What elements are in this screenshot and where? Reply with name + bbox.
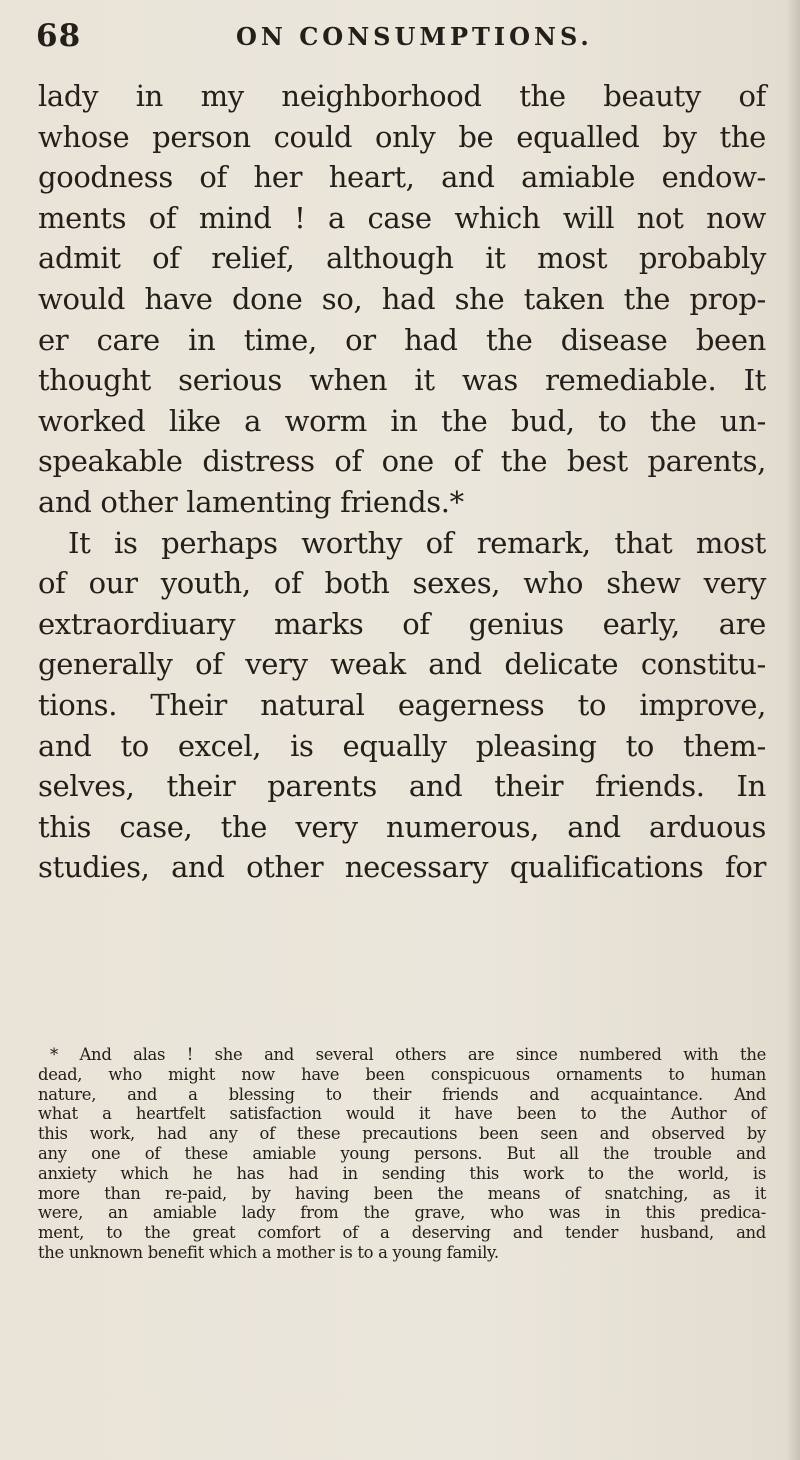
footnote-line: what a heartfelt satisfaction would it have been to the Author of	[38, 1104, 766, 1124]
body-line: and to excel, is equally pleasing to them-	[38, 728, 766, 763]
footnote	[38, 1045, 766, 1263]
body-line: admit of relief, although it most probably	[38, 241, 766, 276]
body-line: goodness of her heart, and amiable endow-	[38, 160, 766, 195]
footnote-line: dead, who might now have been conspicuous ornaments to human	[38, 1064, 766, 1084]
footnote-line: the unknown benefit which a mother is to a young family.	[38, 1242, 499, 1262]
footnote-line: nature, and a blessing to their friends and acquaintance. And	[38, 1084, 766, 1104]
footnote-line: this work, had any of these precautions been seen and observed by	[38, 1124, 766, 1144]
body-line: thought serious when it was remediable. It	[38, 363, 766, 398]
body-line: tions. Their natural eagerness to improve,	[38, 687, 766, 722]
body-line: er care in time, or had the disease been	[38, 322, 766, 357]
footnote-line: were, an amiable lady from the grave, who was in this predica-	[38, 1203, 766, 1223]
page-edge-shadow	[786, 0, 800, 1460]
body-line: selves, their parents and their friends. In	[38, 769, 766, 804]
footnote-line: more than re-paid, by having been the means of snatching, as it	[38, 1183, 766, 1203]
body-line: ments of mind ! a case which will not now	[38, 200, 766, 235]
footnote-line: any one of these amiable young persons. But all the trouble and	[38, 1143, 766, 1163]
footnote-line: ment, to the great comfort of a deserving and tender husband, and	[38, 1223, 766, 1243]
body-line: generally of very weak and delicate constitu-	[38, 647, 766, 682]
page-header	[36, 18, 776, 58]
footnote-line: * And alas ! she and several others are since numbered with the	[50, 1045, 766, 1064]
body-line: and other lamenting friends.*	[38, 484, 464, 519]
body-line: extraordiuary marks of genius early, are	[38, 606, 766, 641]
body-line: would have done so, had she taken the prop-	[38, 281, 766, 316]
body-line: It is perhaps worthy of remark, that most	[68, 525, 766, 560]
body-line: whose person could only be equalled by the	[38, 119, 766, 154]
body-line: speakable distress of one of the best parents,	[38, 444, 766, 479]
body-line: lady in my neighborhood the beauty of	[38, 79, 766, 113]
body-line: of our youth, of both sexes, who shew very	[38, 566, 766, 601]
body-line: studies, and other necessary qualifications for	[38, 850, 766, 885]
body-text	[38, 76, 766, 888]
body-line: worked like a worm in the bud, to the un-	[38, 403, 766, 438]
running-head: ON CONSUMPTIONS.	[236, 22, 593, 51]
page-number: 68	[36, 18, 82, 54]
body-line: this case, the very numerous, and arduous	[38, 809, 766, 844]
footnote-line: anxiety which he has had in sending this work to the world, is	[38, 1163, 766, 1183]
